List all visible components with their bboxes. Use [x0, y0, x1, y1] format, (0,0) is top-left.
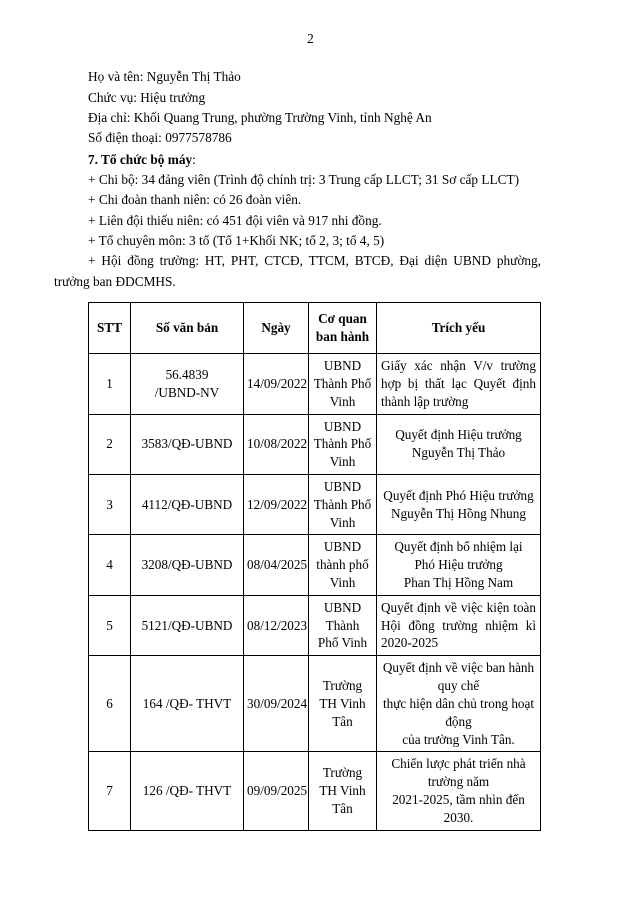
co-quan-line-3: Vinh	[329, 514, 356, 530]
co-quan-line-3: Phố Vinh	[317, 635, 368, 651]
so-van-ban-line-1: 56.4839	[165, 366, 209, 382]
document-table-wrapper	[88, 302, 621, 831]
cell-ngay: 14/09/2022	[244, 354, 309, 414]
trich-yeu-line-2: Nguyễn Thị Hồng Nhung	[391, 505, 526, 521]
cell-stt: 5	[89, 595, 131, 655]
trich-yeu-line-1: Quyết định bổ nhiệm lại	[394, 539, 523, 555]
document-list-table	[88, 302, 541, 831]
co-quan-line-1: UBND	[323, 358, 362, 374]
cell-trich-yeu	[377, 656, 541, 752]
bullet-lien-doi: + Liên đội thiếu niên: có 451 đội viên và 917 nhi đồng.	[88, 212, 382, 228]
document-page	[0, 32, 621, 916]
bullet-hoi-dong-truong: + Hội đồng trường: HT, PHT, CTCĐ, TTCM, BTCĐ, Đại diện UBND phường, trưởng ban ĐDCMHS.	[54, 253, 541, 289]
cell-co-quan	[309, 535, 377, 595]
cell-ngay: 10/08/2022	[244, 414, 309, 474]
table-row	[89, 535, 541, 595]
cell-ngay: 08/12/2023	[244, 595, 309, 655]
table-row	[89, 752, 541, 830]
cell-co-quan	[309, 354, 377, 414]
table-row	[89, 595, 541, 655]
section-heading-colon: :	[192, 151, 196, 167]
table-row	[89, 656, 541, 752]
co-quan-line-2: thành phố	[316, 557, 369, 573]
cell-trich-yeu: Quyết định về việc kiện toàn Hội đồng trường nhiệm kì 2020-2025	[377, 595, 541, 655]
bullet-chi-doan: + Chi đoàn thanh niên: có 26 đoàn viên.	[88, 192, 302, 208]
cell-so-van-ban: 164 /QĐ- THVT	[131, 656, 244, 752]
co-quan-line-3: Tân	[332, 713, 353, 729]
cell-stt: 4	[89, 535, 131, 595]
table-row	[89, 354, 541, 414]
co-quan-line-1: UBND	[323, 478, 362, 494]
cell-trich-yeu	[377, 474, 541, 534]
cell-stt: 6	[89, 656, 131, 752]
cell-so-van-ban	[131, 354, 244, 414]
cell-co-quan	[309, 474, 377, 534]
co-quan-line-1: Trường	[322, 765, 363, 781]
header-trich-yeu: Trích yếu	[377, 303, 541, 354]
section-heading	[88, 150, 541, 170]
co-quan-line-1: UBND	[323, 599, 362, 615]
cell-co-quan	[309, 656, 377, 752]
co-quan-line-3: Vinh	[329, 454, 356, 470]
section-heading-text: 7. Tổ chức bộ máy	[88, 151, 193, 167]
address-line: Địa chỉ: Khối Quang Trung, phường Trường Vinh, tỉnh Nghệ An	[88, 109, 432, 125]
cell-so-van-ban: 3583/QĐ-UBND	[131, 414, 244, 474]
cell-stt: 2	[89, 414, 131, 474]
trich-yeu-line-2: Nguyễn Thị Thảo	[411, 445, 506, 461]
cell-co-quan	[309, 595, 377, 655]
cell-trich-yeu	[377, 414, 541, 474]
header-stt: STT	[89, 303, 131, 354]
table-row	[89, 414, 541, 474]
trich-yeu-line-3: Phan Thị Hồng Nam	[403, 575, 514, 591]
trich-yeu-line-3: của trường Vinh Tân.	[402, 731, 515, 747]
co-quan-line-2: Thành	[325, 617, 360, 633]
cell-so-van-ban: 4112/QĐ-UBND	[131, 474, 244, 534]
co-quan-line-3: Vinh	[329, 393, 356, 409]
trich-yeu-line-1: Quyết định về việc ban hành quy chế	[382, 660, 535, 694]
position-line: Chức vụ: Hiệu trưởng	[88, 89, 206, 105]
table-row	[89, 474, 541, 534]
header-co-quan-ban-hanh: Cơ quan ban hành	[309, 303, 377, 354]
trich-yeu-line-1: Quyết định Hiệu trưởng	[395, 427, 522, 443]
cell-stt: 3	[89, 474, 131, 534]
co-quan-line-1: UBND	[323, 539, 362, 555]
table-header-row	[89, 303, 541, 354]
trich-yeu-line-1: Quyết định Phó Hiệu trưởng	[383, 487, 534, 503]
full-name-line: Họ và tên: Nguyễn Thị Thảo	[88, 69, 241, 85]
co-quan-line-2: TH Vinh	[319, 695, 366, 711]
cell-co-quan	[309, 752, 377, 830]
bullet-chi-bo: + Chi bộ: 34 đảng viên (Trình độ chính trị: 3 Trung cấp LLCT; 31 Sơ cấp LLCT)	[88, 172, 520, 188]
cell-trich-yeu	[377, 752, 541, 830]
cell-so-van-ban: 126 /QĐ- THVT	[131, 752, 244, 830]
bullet-to-chuyen-mon: + Tổ chuyên môn: 3 tổ (Tổ 1+Khối NK; tổ 2, 3; tổ 4, 5)	[88, 233, 385, 249]
trich-yeu-line-2: 2021-2025, tầm nhìn đến 2030.	[392, 791, 525, 825]
header-ngay: Ngày	[244, 303, 309, 354]
cell-ngay: 08/04/2025	[244, 535, 309, 595]
page-number: 2	[307, 31, 314, 46]
cell-co-quan	[309, 414, 377, 474]
cell-ngay: 09/09/2025	[244, 752, 309, 830]
so-van-ban-line-2: /UBND-NV	[154, 384, 220, 400]
co-quan-line-1: UBND	[323, 418, 362, 434]
trich-yeu-line-1: Chiến lược phát triển nhà trường năm	[391, 756, 526, 790]
cell-ngay: 12/09/2022	[244, 474, 309, 534]
trich-yeu-line-2: thực hiện dân chủ trong hoạt động	[382, 695, 535, 729]
co-quan-line-2: Thành Phố	[313, 496, 372, 512]
cell-stt: 7	[89, 752, 131, 830]
document-body	[54, 67, 541, 292]
cell-so-van-ban: 5121/QĐ-UBND	[131, 595, 244, 655]
header-so-van-ban: Số văn bản	[131, 303, 244, 354]
co-quan-line-2: TH Vinh	[319, 783, 366, 799]
co-quan-line-2: Thành Phố	[313, 436, 372, 452]
co-quan-line-3: Tân	[332, 800, 353, 816]
co-quan-line-2: Thành Phố	[313, 375, 372, 391]
co-quan-line-3: Vinh	[329, 575, 356, 591]
table-body	[89, 354, 541, 831]
cell-ngay: 30/09/2024	[244, 656, 309, 752]
phone-line: Số điện thoại: 0977578786	[88, 130, 232, 146]
cell-trich-yeu: Giấy xác nhận V/v trường hợp bị thất lạc Quyết định thành lập trường	[377, 354, 541, 414]
cell-trich-yeu	[377, 535, 541, 595]
trich-yeu-line-2: Phó Hiệu trưởng	[414, 557, 503, 573]
co-quan-line-1: Trường	[322, 678, 363, 694]
cell-so-van-ban: 3208/QĐ-UBND	[131, 535, 244, 595]
cell-stt: 1	[89, 354, 131, 414]
